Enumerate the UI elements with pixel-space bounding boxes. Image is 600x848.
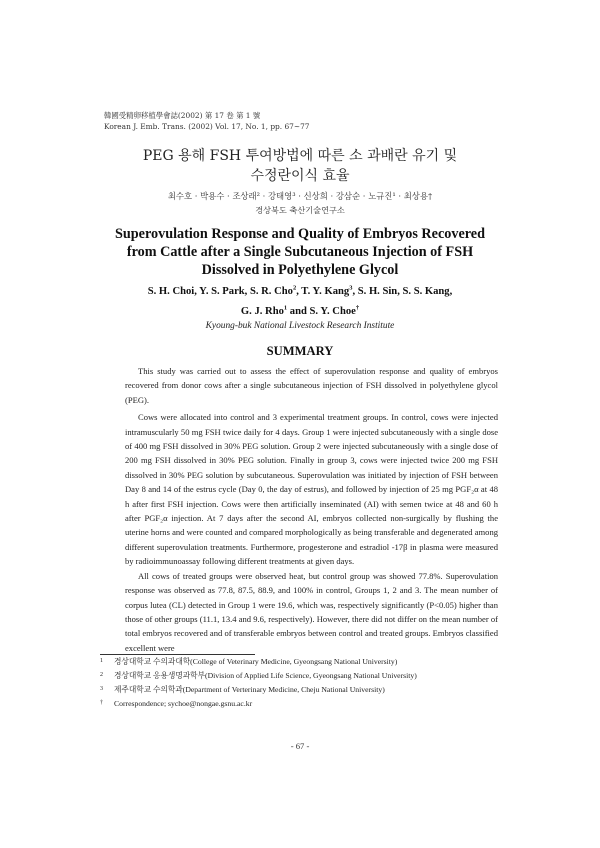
footnote-text: 제주대학교 수의학과(Department of Verterinary Medicine, Cheju National University) xyxy=(114,685,385,694)
footnote-text: 경상대학교 응용생명과학부(Division of Applied Life Science, Gyeongsang National University) xyxy=(114,671,417,680)
footnote xyxy=(100,697,500,711)
korean-institution: 경상북도 축산기술연구소 xyxy=(255,205,345,215)
footnote-mark: 1 xyxy=(100,658,103,664)
affiliation-mark: 2 xyxy=(292,284,297,292)
footnote xyxy=(100,683,500,697)
author-group-3: , S. H. Sin, S. S. Kang, xyxy=(352,286,453,297)
english-title-line-2: from Cattle after a Single Subcutaneous Injection of FSH xyxy=(126,244,474,260)
footnote xyxy=(100,669,500,683)
footnote-mark: 3 xyxy=(100,686,103,692)
english-title-line-3: Dissolved in Polyethylene Glycol xyxy=(201,262,399,278)
page-number: - 67 - xyxy=(290,741,310,751)
footnote-mark: † xyxy=(100,700,103,706)
author-group-2: , T. Y. Kang xyxy=(296,286,350,297)
journal-header xyxy=(104,110,309,132)
affiliation-mark: 3 xyxy=(349,284,353,292)
journal-korean-line: 韓國受精卵移植學會誌(2002) 第 17 卷 第 1 號 xyxy=(104,111,261,120)
footnote xyxy=(100,655,500,669)
korean-title-line-1: PEG 용해 FSH 투여방법에 따른 소 과배란 유기 및 xyxy=(142,148,458,164)
paragraph: All cows of treated groups were observed heat, but control group was showed 77.8%. Superovulation response was observed as 77.8, 87.5, 88.9, and 100% in control, Groups 1, 2 and 3. The mean number of corpus lutea (CL) detected in Group 1 were 19.6, which was, respectively significantly (P<0.05) higher than those of other groups (11.1, 13.4 and 9.6, respectively). However, there did not differ on the mean number of total embryos recovered and of transferable embryos between control and treated groups. Embryos classified excellent were xyxy=(125,570,498,653)
footnote-text: Correspondence; sychoe@nongae.gsnu.ac.kr xyxy=(114,699,253,708)
korean-authors: 최수호 · 박용수 · 조상래² · 강태영³ · 신상희 · 강삼순 · 노규진¹ · 최상용† xyxy=(167,191,433,201)
footnote-mark: 2 xyxy=(100,672,103,678)
footnotes xyxy=(100,655,500,711)
footnote-text: 경상대학교 수의과대학(College of Veterinary Medicine, Gyeongsang National University) xyxy=(114,657,398,666)
summary-body xyxy=(125,364,498,655)
journal-english-line: Korean J. Emb. Trans. (2002) Vol. 17, No. 1, pp. 67~77 xyxy=(104,122,310,131)
english-title-line-1: Superovulation Response and Quality of Embryos Recovered xyxy=(115,226,485,242)
author-group-1: S. H. Choi, Y. S. Park, S. R. Cho xyxy=(147,286,293,297)
author-group-4: G. J. Rho xyxy=(240,306,284,317)
paragraph: This study was carried out to assess the effect of superovulation response and quality of embryos recovered from donor cows after a single subcutaneous injection of FSH dissolved in polyethylene glycol (PEG). xyxy=(125,366,498,405)
affiliation-mark: 1 xyxy=(283,304,288,312)
english-institution: Kyoung-buk National Livestock Research Institute xyxy=(205,321,395,331)
author-group-5: and S. Y. Choe xyxy=(287,306,356,317)
correspondence-mark: † xyxy=(355,304,360,312)
english-authors-line-1 xyxy=(0,283,600,300)
english-authors-line-2 xyxy=(0,303,600,320)
summary-heading: SUMMARY xyxy=(266,344,334,358)
korean-title-line-2: 수정란이식 효율 xyxy=(250,168,350,184)
paragraph: Cows were allocated into control and 3 experimental treatment groups. In control, cows were injected intramuscularly 50 mg FSH twice daily for 4 days. Group 1 were injected subcutaneously with a single dose of 400 mg FSH dissolved in 30% PEG solution. Group 2 were injected subcutaneously with a single dose of 200 mg FSH dissolved in 30% PEG solution. Finally in group 3, cows were injected twice 200 mg FSH dissolved in 30% PEG solution by subcutaneous. Superovulation was initiated by injection of FSH between Day 8 and 14 of the estrus cycle (Day 0, the day of estrus), and followed by injection of 25 mg PGF₂α at 48 h after first FSH injection. Cows were then artificially inseminated (AI) with semen twice at 48 and 60 h after PGF₂α injection. At 7 days after the second AI, embryos collected non-surgically by flushing the uterine horns and were counted and compared morphologically as being transferable and degenerated among different superovulation treatments. Furthermore, progesterone and estradiol -17β in plasma were measured by radioimmunoassay following different treatments at given days. xyxy=(125,412,498,567)
